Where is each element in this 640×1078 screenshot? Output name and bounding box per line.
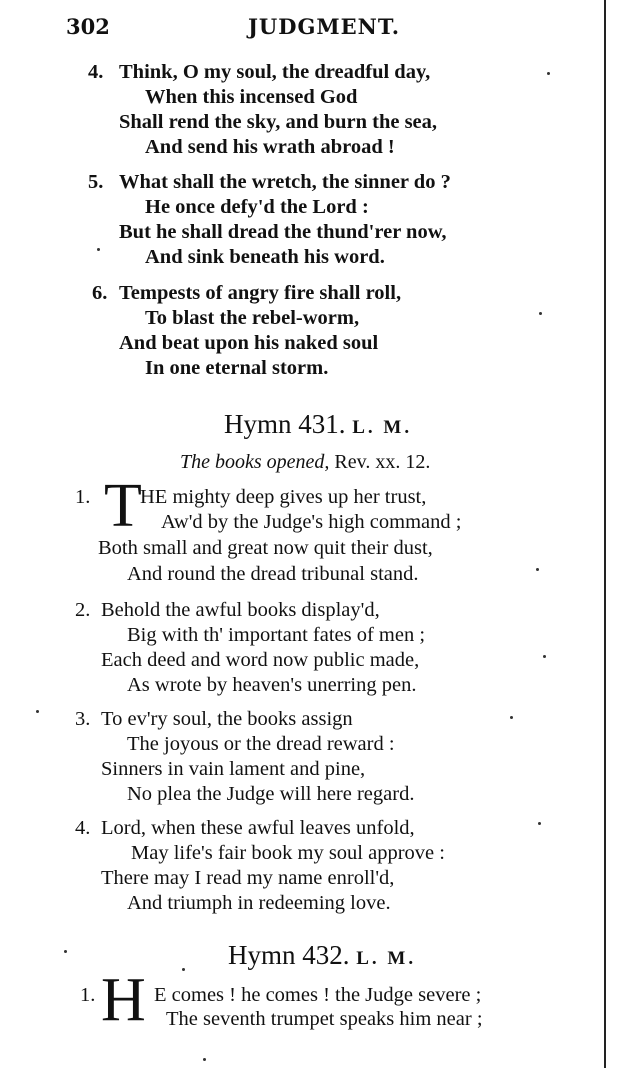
drop-cap: T xyxy=(104,472,142,540)
verse-line: E comes ! he comes ! the Judge severe ; xyxy=(154,984,482,1006)
verse-line: Tempests of angry fire shall roll, xyxy=(119,282,402,304)
ink-speck xyxy=(36,710,39,713)
page-edge-rule xyxy=(604,0,606,1068)
verse-line: In one eternal storm. xyxy=(145,357,329,379)
verse-line: And round the dread tribunal stand. xyxy=(127,563,419,585)
verse-line: Sinners in vain lament and pine, xyxy=(101,758,366,780)
running-title: JUDGMENT. xyxy=(248,14,401,39)
verse-line: Lord, when these awful leaves unfold, xyxy=(101,817,415,839)
verse-line: When this incensed God xyxy=(145,86,358,108)
verse-line: Both small and great now quit their dust, xyxy=(98,537,433,559)
drop-cap: H xyxy=(101,966,146,1034)
stanza-number: 1. xyxy=(75,486,91,508)
verse-line: And send his wrath abroad ! xyxy=(145,136,395,158)
stanza-number: 2. xyxy=(75,599,91,621)
stanza-number: 4. xyxy=(88,61,104,83)
ink-speck xyxy=(64,950,67,953)
stanza-number: 5. xyxy=(88,171,104,193)
verse-line: The joyous or the dread reward : xyxy=(127,733,395,755)
stanza-number: 1. xyxy=(80,984,96,1006)
ink-speck xyxy=(203,1058,206,1061)
verse-line: But he shall dread the thund'rer now, xyxy=(119,221,447,243)
hymn-431-title xyxy=(224,409,412,440)
stanza-number: 3. xyxy=(75,708,91,730)
verse-line: To blast the rebel-worm, xyxy=(145,307,360,329)
ink-speck xyxy=(543,655,546,658)
ink-speck xyxy=(539,312,542,315)
hymn-meter: L. M. xyxy=(352,417,413,438)
verse-line: Each deed and word now public made, xyxy=(101,649,420,671)
verse-line: Shall rend the sky, and burn the sea, xyxy=(119,111,438,133)
verse-line: And beat upon his naked soul xyxy=(119,332,379,354)
page-number: 302 xyxy=(66,14,110,39)
hymn-432-title xyxy=(228,940,416,971)
ink-speck xyxy=(97,248,100,251)
ink-speck xyxy=(547,72,550,75)
verse-line: May life's fair book my soul approve : xyxy=(131,842,445,864)
verse-line: HE mighty deep gives up her trust, xyxy=(140,486,427,508)
verse-line: There may I read my name enroll'd, xyxy=(101,867,395,889)
verse-line: And sink beneath his word. xyxy=(145,246,385,268)
ink-speck xyxy=(536,568,539,571)
stanza-number: 6. xyxy=(92,282,108,304)
verse-line: Big with th' important fates of men ; xyxy=(127,624,426,646)
ink-speck xyxy=(510,716,513,719)
verse-line: As wrote by heaven's unerring pen. xyxy=(127,674,417,696)
hymn-meter: L. M. xyxy=(356,948,417,969)
ink-speck xyxy=(538,822,541,825)
verse-line: What shall the wretch, the sinner do ? xyxy=(119,171,451,193)
verse-line: He once defy'd the Lord : xyxy=(145,196,369,218)
verse-line: And triumph in redeeming love. xyxy=(127,892,391,914)
verse-line: Behold the awful books display'd, xyxy=(101,599,380,621)
verse-line: No plea the Judge will here regard. xyxy=(127,783,415,805)
stanza-number: 4. xyxy=(75,817,91,839)
verse-line: The seventh trumpet speaks him near ; xyxy=(166,1008,483,1030)
scripture-reference: Rev. xx. 12. xyxy=(334,451,431,473)
verse-line: To ev'ry soul, the books assign xyxy=(101,708,353,730)
hymn-title-text: Hymn 432. xyxy=(228,940,350,970)
ink-speck xyxy=(182,968,185,971)
hymn-title-text: Hymn 431. xyxy=(224,409,346,439)
subtitle-italic: The books opened, xyxy=(180,451,330,473)
verse-line: Aw'd by the Judge's high command ; xyxy=(161,511,462,533)
hymn-431-subtitle xyxy=(180,451,430,474)
verse-line: Think, O my soul, the dreadful day, xyxy=(119,61,431,83)
